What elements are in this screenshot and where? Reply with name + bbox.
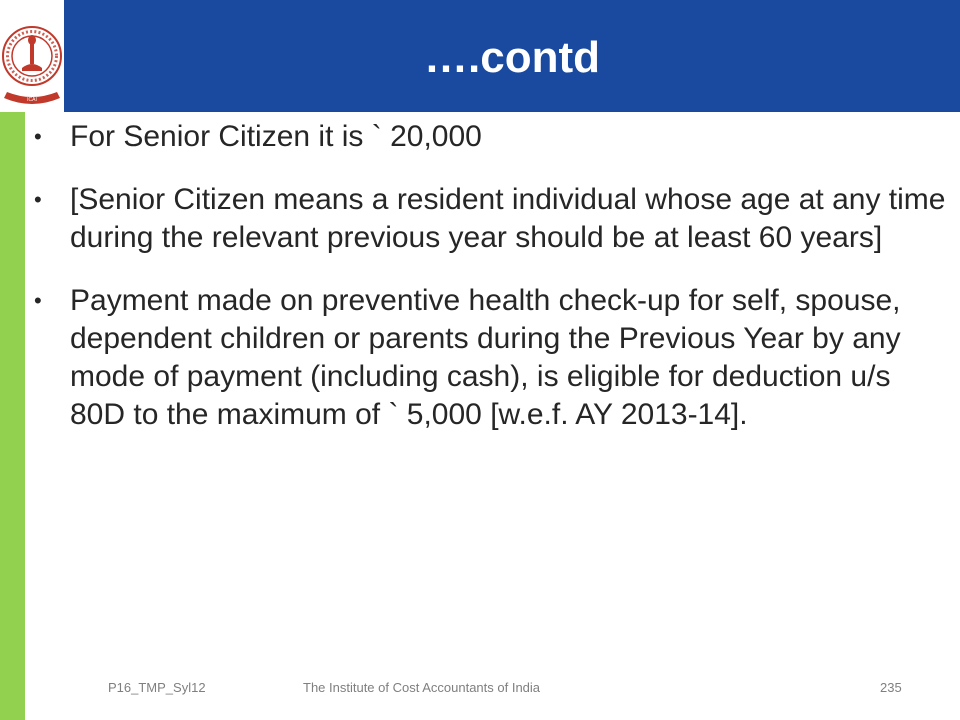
page-number: 235 — [880, 680, 902, 695]
footer-institute: The Institute of Cost Accountants of India — [303, 680, 541, 695]
bullet-text: Payment made on preventive health check-up for self, spouse, dependent children or parents during the Previous Year by any mode of payment (including cash), is eligible for deduction u/s 80D to the maximum of ` 5,000 [w.e.f. AY 2013-14]. — [70, 284, 901, 431]
bullet-text: For Senior Citizen it is ` 20,000 — [70, 120, 482, 153]
institute-logo — [0, 0, 64, 112]
bullet-item — [30, 181, 950, 257]
accent-strip — [0, 112, 25, 720]
bullet-item — [30, 118, 950, 156]
bullet-text: [Senior Citizen means a resident individual whose age at any time during the relevant previous year should be at least 60 years] — [70, 183, 946, 254]
svg-text:ICAI: ICAI — [27, 97, 37, 103]
bullet-list — [30, 118, 950, 459]
footer-code: P16_TMP_Syl12 — [108, 680, 206, 695]
slide-title: ….contd — [424, 33, 600, 82]
institute-seal-icon — [0, 0, 64, 112]
bullet-icon: • — [34, 124, 42, 149]
bullet-icon: • — [34, 288, 42, 313]
bullet-icon: • — [34, 187, 42, 212]
bullet-item — [30, 282, 950, 434]
